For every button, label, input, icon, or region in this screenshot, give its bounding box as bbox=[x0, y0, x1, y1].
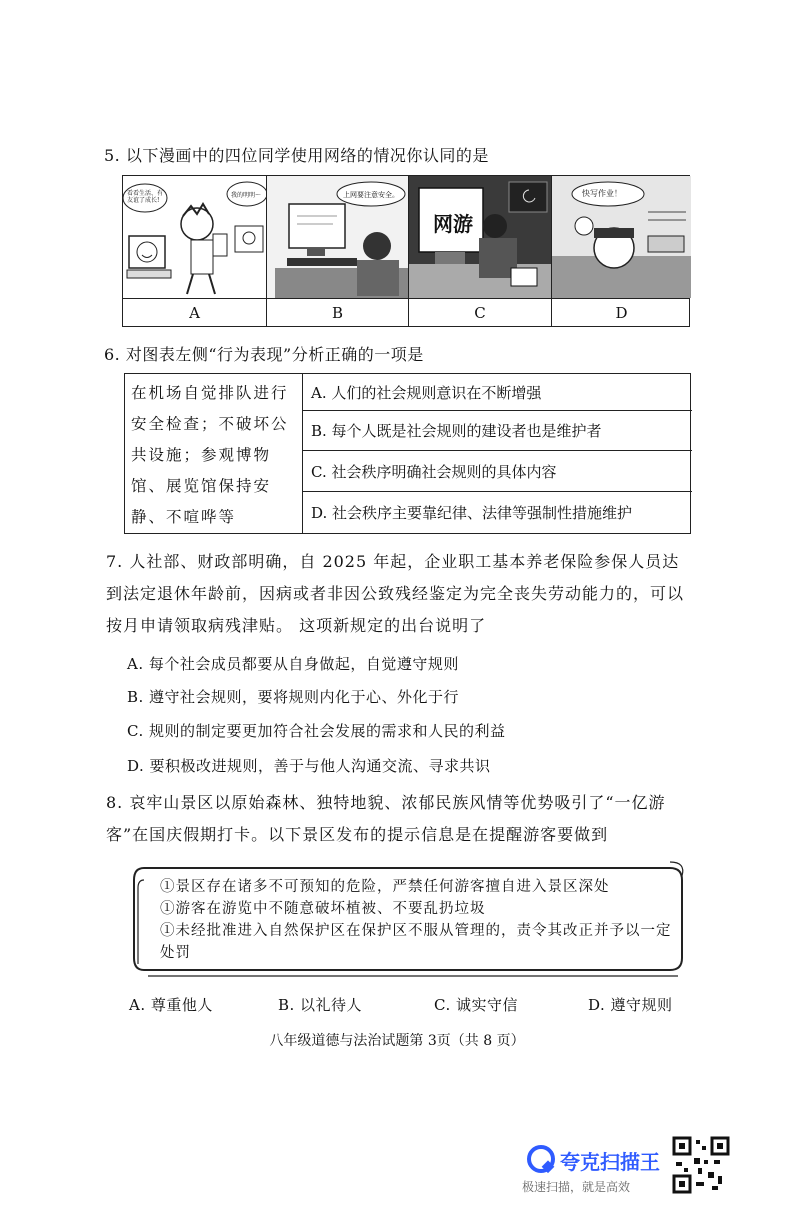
scanner-brand-name: 夸克扫描王 bbox=[560, 1150, 660, 1174]
comic-panel-b bbox=[267, 176, 409, 298]
q6-option-d: D. 社会秩序主要靠纪律、法律等强制性措施维护 bbox=[311, 503, 633, 522]
comic-c-drawing bbox=[409, 176, 552, 298]
comic-b-bubble: 上网要注意安全。 bbox=[343, 191, 399, 199]
comic-panel-a bbox=[123, 176, 267, 298]
comic-label-b: B bbox=[267, 299, 409, 327]
comic-c-sign: 网游 bbox=[433, 212, 473, 236]
comic-a-bubble-right: 我的明明～ bbox=[231, 192, 262, 199]
behavior-description: 在机场自觉排队进行安全检查；不破坏公共设施；参观博物馆、展览馆保持安静、不喧哗等 bbox=[125, 374, 303, 533]
comic-label-a: A bbox=[123, 299, 267, 327]
q7-body: 7. 人社部、财政部明确，自 2025 年起，企业职工基本养老保险参保人员达到法定退休年龄前，因病或者非因公致残经鉴定为完全丧失劳动能力的，可以按月申请领取病残津贴。 这项新规定的出台说明了 bbox=[106, 552, 685, 635]
page-footer: 八年级道德与法治试题第 3页（共 8 页） bbox=[269, 1033, 525, 1049]
q8-body: 8. 哀牢山景区以原始森林、独特地貌、浓郁民族风情等优势吸引了“一亿游客”在国庆假期打卡。以下景区发布的提示信息是在提醒游客要做到 bbox=[106, 793, 666, 844]
comic-d-bubble: 快写作业！ bbox=[582, 189, 622, 198]
q5-title: 5. 以下漫画中的四位同学使用网络的情况你认同的是 bbox=[104, 146, 489, 165]
q6-option-a: A. 人们的社会规则意识在不断增强 bbox=[303, 374, 692, 411]
comic-label-c: C bbox=[409, 299, 552, 327]
notice-list bbox=[160, 876, 680, 964]
q8-option-c: C. 诚实守信 bbox=[434, 996, 518, 1014]
q7-option-b: B. 遵守社会规则，要将规则内化于心、外化于行 bbox=[127, 688, 460, 706]
q8-option-a: A. 尊重他人 bbox=[129, 996, 213, 1014]
comic-strip bbox=[122, 175, 690, 327]
q6-title: 6. 对图表左侧“行为表现”分析正确的一项是 bbox=[104, 345, 424, 364]
comic-panel-c bbox=[409, 176, 552, 298]
q7-option-d: D. 要积极改进规则，善于与他人沟通交流、寻求共识 bbox=[127, 757, 491, 775]
scanner-watermark bbox=[520, 1140, 740, 1200]
comic-label-row bbox=[123, 298, 689, 327]
q6-option-b: B. 每个人既是社会规则的建设者也是维护者 bbox=[303, 411, 692, 451]
notice-item: ①游客在游览中不随意破坏植被、不要乱扔垃圾 bbox=[160, 901, 486, 917]
q7-option-c: C. 规则的制定要更加符合社会发展的需求和人民的利益 bbox=[127, 722, 506, 740]
q7-option-a: A. 每个社会成员都要从自身做起，自觉遵守规则 bbox=[127, 655, 459, 673]
comic-label-d: D bbox=[615, 304, 628, 322]
scanner-logo-icon bbox=[526, 1144, 556, 1174]
comic-a-bubble-left: 看看生活、有友谊了成长! bbox=[127, 190, 164, 204]
comic-panel-d bbox=[552, 176, 691, 298]
notice-scroll bbox=[130, 858, 686, 980]
qr-code-icon bbox=[672, 1136, 730, 1194]
notice-item: ①未经批准进入自然保护区在保护区不服从管理的，责令其改正并予以一定处罚 bbox=[160, 923, 672, 961]
q8-option-d: D. 遵守规则 bbox=[588, 996, 673, 1014]
q6-option-c: C. 社会秩序明确社会规则的具体内容 bbox=[303, 451, 692, 492]
notice-item: ①景区存在诸多不可预知的危险，严禁任何游客擅自进入景区深处 bbox=[160, 879, 610, 895]
scanner-tagline: 极速扫描，就是高效 bbox=[522, 1180, 631, 1194]
behavior-table bbox=[124, 373, 691, 534]
q8-option-b: B. 以礼待人 bbox=[278, 996, 363, 1014]
